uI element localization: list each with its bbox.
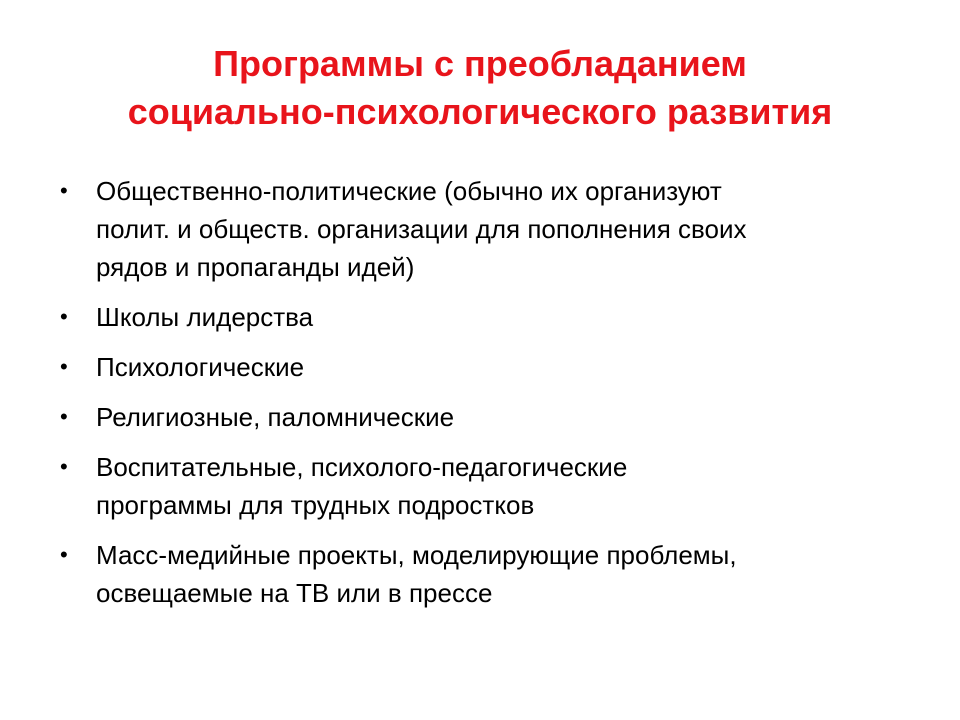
slide-title [0,40,960,136]
bullet-text-line: программы для трудных подростков [96,490,535,520]
bullet-item [60,298,920,336]
bullet-item [60,348,920,386]
bullet-text-line: освещаемые на ТВ или в прессе [96,578,493,608]
bullet-dot: • [60,178,68,203]
bullet-text-line: Общественно-политические (обычно их организуют [96,176,722,206]
bullet-text-line: рядов и пропаганды идей) [96,252,415,282]
bullet-text-line: Масс-медийные проекты, моделирующие проблемы, [96,540,737,570]
bullet-text-line: Религиозные, паломнические [96,402,455,432]
bullet-dot: • [60,404,68,429]
bullet-text-line: Школы лидерства [96,302,314,332]
title-line-2: социально-психологического развития [127,91,833,132]
bullet-text-line: полит. и обществ. организации для пополнения своих [96,214,747,244]
bullet-dot: • [60,354,68,379]
bullet-text-line: Психологические [96,352,305,382]
bullet-item [60,448,920,524]
bullet-item [60,536,920,612]
title-line-1: Программы с преобладанием [213,43,747,84]
bullet-item [60,172,920,286]
bullet-list [60,172,920,624]
bullet-dot: • [60,542,68,567]
bullet-dot: • [60,304,68,329]
bullet-item [60,398,920,436]
bullet-text-line: Воспитательные, психолого-педагогические [96,452,628,482]
bullet-dot: • [60,454,68,479]
